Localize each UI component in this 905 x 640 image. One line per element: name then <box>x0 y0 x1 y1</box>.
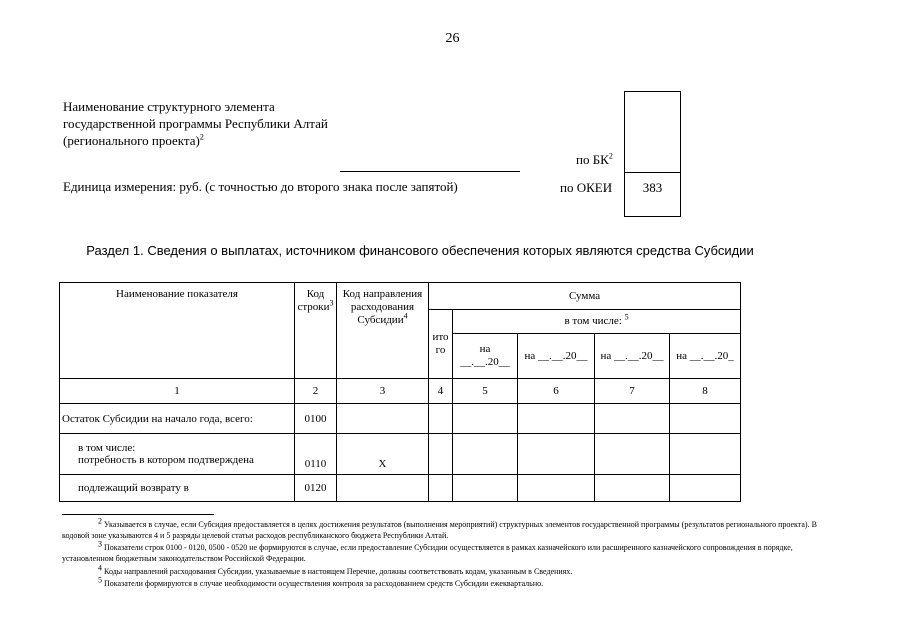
footnote-ref: 4 <box>403 311 408 321</box>
structural-element-label <box>63 98 333 149</box>
footnote-ref: 3 <box>329 298 334 308</box>
footnote-5 <box>62 575 842 589</box>
row-q1-cell[interactable] <box>453 475 518 502</box>
row-code: 0120 <box>295 475 337 502</box>
row-direction-cell[interactable] <box>337 404 429 434</box>
row-q4-cell[interactable] <box>670 434 741 475</box>
table-row <box>60 404 741 434</box>
header-row-code-text: Код строки <box>297 288 330 313</box>
row-name <box>60 434 295 475</box>
column-number: 2 <box>295 379 337 404</box>
header-direction-code <box>337 283 429 379</box>
table-row <box>60 434 741 475</box>
row-code: 0100 <box>295 404 337 434</box>
column-number: 8 <box>670 379 741 404</box>
element-name-field-line[interactable] <box>340 171 520 172</box>
row-q2-cell[interactable] <box>518 404 595 434</box>
column-number: 4 <box>429 379 453 404</box>
footnote-2 <box>62 516 842 541</box>
row-direction-cell: Х <box>337 434 429 475</box>
header-sum: Сумма <box>429 283 741 310</box>
header-quarter-1: на __.__.20__ <box>453 334 518 379</box>
header-quarter-4: на __.__.20_ <box>670 334 741 379</box>
footnote-separator <box>62 514 214 515</box>
row-total-cell[interactable] <box>429 434 453 475</box>
footnote-ref: 2 <box>608 151 613 161</box>
row-q2-cell[interactable] <box>518 475 595 502</box>
okei-label: по ОКЕИ <box>560 180 613 195</box>
header-quarter-2: на __.__.20__ <box>518 334 595 379</box>
row-q3-cell[interactable] <box>595 475 670 502</box>
code-zone-box <box>624 91 681 217</box>
column-number: 7 <box>595 379 670 404</box>
footnote-text: Показатели формируются в случае необходимости осуществления контроля за расходованием средств Субсидии ежеквартально. <box>104 579 544 588</box>
row-total-cell[interactable] <box>429 404 453 434</box>
row-name: Остаток Субсидии на начало года, всего: <box>60 404 295 434</box>
row-q3-cell[interactable] <box>595 434 670 475</box>
column-number: 5 <box>453 379 518 404</box>
footnote-number: 3 <box>98 539 102 549</box>
row-name-prefix: в том числе: <box>78 442 136 454</box>
row-total-cell[interactable] <box>429 475 453 502</box>
header-including <box>453 310 741 334</box>
bk-label-text: по БК <box>576 152 609 167</box>
row-code: 0110 <box>295 434 337 475</box>
column-number: 1 <box>60 379 295 404</box>
header-including-text: в том числе: <box>564 315 622 327</box>
header-quarter-3: на __.__.20__ <box>595 334 670 379</box>
section-title: Раздел 1. Сведения о выплатах, источником финансового обеспечения которых являются средства Субсидии <box>86 243 754 258</box>
row-q4-cell[interactable] <box>670 404 741 434</box>
header-direction-code-text: Код направления расходования Субсидии <box>342 288 423 326</box>
row-name: подлежащий возврату в <box>60 475 295 502</box>
structural-element-text: Наименование структурного элемента государственной программы Республики Алтай (регионального проекта) <box>63 99 328 148</box>
row-q1-cell[interactable] <box>453 404 518 434</box>
footnote-3 <box>62 539 842 564</box>
footnote-number: 5 <box>98 575 102 585</box>
bk-label <box>576 152 613 168</box>
footnote-number: 4 <box>98 563 102 573</box>
row-q1-cell[interactable] <box>453 434 518 475</box>
header-row-code <box>295 283 337 379</box>
okei-code-value: 383 <box>642 180 663 195</box>
row-q4-cell[interactable] <box>670 475 741 502</box>
unit-of-measure-label: Единица измерения: руб. (с точностью до второго знака после запятой) <box>63 179 458 194</box>
column-number: 3 <box>337 379 429 404</box>
footnote-ref: 2 <box>199 132 204 142</box>
column-number-row <box>60 379 741 404</box>
footnote-text: Показатели строк 0100 - 0120, 0500 - 0520 не формируются в случае, если предоставление Субсидии осуществляется в рамках казначейского или расширенного казначейского сопровождения в порядке, установленном бюджетным законодательством Российской Федерации. <box>62 543 793 563</box>
row-q2-cell[interactable] <box>518 434 595 475</box>
payments-table <box>59 282 741 502</box>
column-number: 6 <box>518 379 595 404</box>
header-total: итого <box>429 310 453 379</box>
footnote-text: Коды направлений расходования Субсидии, указываемые в настоящем Перечне, должны соответствовать кодам, указанным в Сведениях. <box>104 567 573 576</box>
row-name-text: потребность в котором подтверждена <box>78 454 254 466</box>
row-direction-cell[interactable] <box>337 475 429 502</box>
table-row <box>60 475 741 502</box>
row-q3-cell[interactable] <box>595 404 670 434</box>
footnote-ref: 5 <box>624 312 629 322</box>
footnote-text: Указывается в случае, если Субсидия предоставляется в целях достижения результатов (выполнения мероприятий) структурных элементов государственной программы (результатов регионального проекта). В кодовой зоне указываются 4 и 5 разряды целевой статьи расходов республиканского бюджета Республики Алтай. <box>62 520 817 540</box>
footnote-4 <box>62 563 842 577</box>
page-number: 26 <box>445 31 460 46</box>
footnote-number: 2 <box>98 516 102 526</box>
header-indicator: Наименование показателя <box>60 283 295 379</box>
code-zone-divider <box>624 172 681 173</box>
